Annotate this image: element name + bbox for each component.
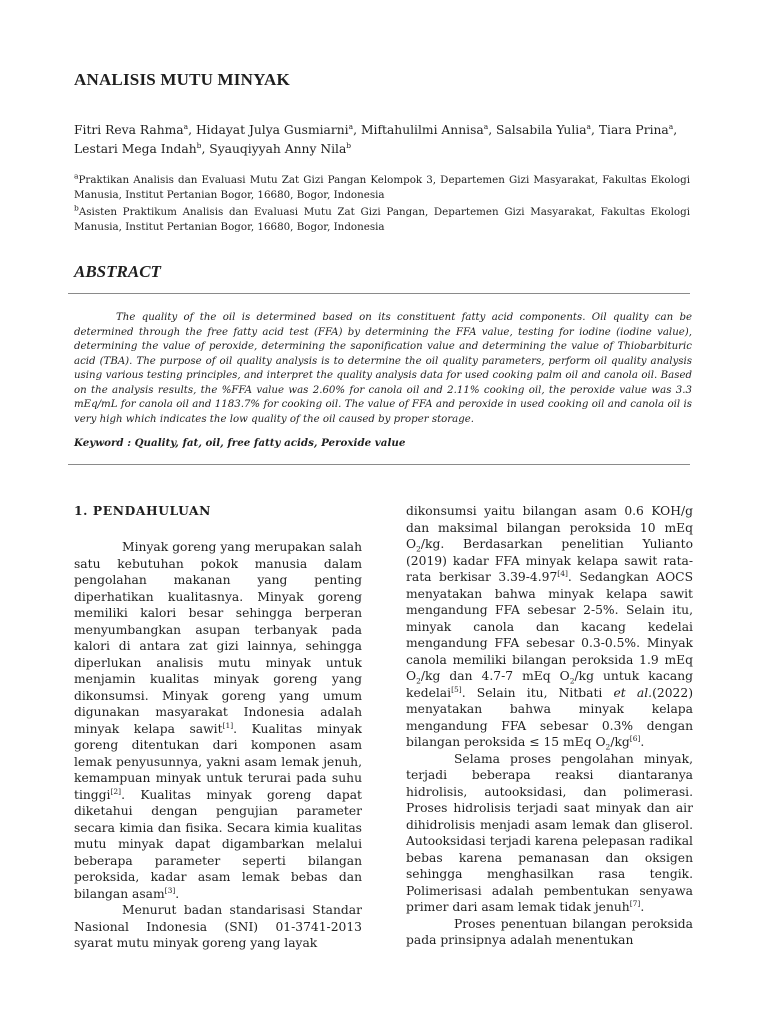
author: Fitri Reva Rahma: [74, 123, 184, 137]
paragraph: Proses penentuan bilangan peroksida pada prinsipnya adalah menentukan: [406, 916, 693, 947]
text-run: Minyak goreng yang merupakan salah satu kebutuhan pokok manusia dalam pengolahan makanan yang penting diperhatikan kualitasnya. Minyak goreng memiliki kalori besar sehingga berperan menyumbangkan asupan terbanyak pada kalori di antara zat gizi lainnya, sehingga diperlukan analisis mutu minyak untuk menjamin kualitas minyak goreng yang dikonsumsi. Minyak goreng yang umum digunakan masyarakat Indonesia adalah minyak kelapa sawit: [74, 540, 362, 736]
citation: [7]: [629, 898, 641, 908]
subscript: 2: [569, 676, 575, 686]
subscript: 2: [605, 742, 611, 752]
keywords: Keyword : Quality, fat, oil, free fatty acids, Peroxide value: [74, 437, 406, 449]
divider: [68, 464, 690, 465]
author-affil-mark: a: [483, 121, 489, 131]
author-affil-mark: b: [196, 140, 202, 150]
text-run: . Kualitas minyak goreng ditentukan dari komponen asam lemak penyusunnya, yakni asam lemak jenuh, kemampuan minyak untuk terurai pada suhu tinggi: [74, 721, 362, 802]
abstract-body: [74, 311, 692, 427]
subscript: 2: [416, 676, 421, 686]
affil-mark: b: [74, 203, 79, 213]
author-affil-mark: a: [183, 121, 189, 131]
author: Hidayat Julya Gusmiarni: [195, 123, 349, 137]
text-run: (2022) menyatakan bahwa minyak kelapa mengandung FFA sebesar 0.3% dengan bilangan peroksida ≤ 15 mEq O: [406, 685, 693, 749]
left-column: [74, 539, 362, 952]
citation: [2]: [110, 786, 122, 796]
author: Lestari Mega Indah: [74, 142, 197, 156]
paragraph: [406, 503, 693, 751]
text-run: . Selain itu, Nitbati: [461, 685, 614, 700]
citation: [1]: [222, 720, 234, 730]
text-run: /kg dan 4.7-7 mEq O: [420, 669, 570, 683]
author: Syauqiyyah Anny Nila: [209, 142, 347, 156]
text-run: . Sedangkan AOCS menyatakan bahwa minyak kelapa sawit mengandung FFA sebesar 2-5%. Selain itu, minyak canola dan kacang kedelai mengandung FFA sebesar 0.3-0.5%. Minyak canola memiliki bilangan peroksida 1.9 mEq O: [406, 570, 693, 683]
author-affil-mark: a: [586, 121, 592, 131]
affiliation-b: [74, 205, 690, 235]
paragraph: [74, 539, 362, 902]
author: Miftahulilmi Annisa: [360, 123, 484, 137]
text-run: .: [640, 900, 645, 914]
author-list: Fitri Reva Rahma$^a$, Hidayat Julya Gusmiarni$^a$, Miftahulilmi Annisa$^a$, Salsabila Yulia$^a$, Tiara Prina$^a$, Lestari Mega Indah$^b$, Syauqiyyah Anny Nila$^b$: [74, 121, 678, 156]
text-run: /kg: [610, 735, 630, 749]
text-run: Selama proses pengolahan minyak, terjadi beberapa reaksi diantaranya hidrolisis, autooksidasi, dan polimerasi. Proses hidrolisis terjadi saat minyak dan air dihidrolisis menjadi asam lemak dan gliserol. Autooksidasi terjadi karena pelepasan radikal bebas karena pemanasan dan oksigen sehingga menghasilkan rasa tengik. Polimerisasi adalah pembentukan senyawa primer dari asam lemak tidak jenuh: [406, 751, 693, 914]
citation: [4]: [557, 568, 568, 578]
et-al: et al.: [613, 685, 653, 700]
text-run: . Kualitas minyak goreng dapat diketahui dengan pengujian parameter secara kimia dan fisika. Secara kimia kualitas mutu minyak dapat digambarkan melalui beberapa parameter seperti bilangan peroksida, kadar asam lemak bebas dan bilangan asam: [74, 787, 362, 901]
text-run: /kg untuk kacang kedelai: [406, 669, 693, 700]
affiliation-text: Asisten Praktikum Analisis dan Evaluasi Mutu Zat Gizi Pangan, Departemen Gizi Masyarakat, Fakultas Ekologi Manusia, Institut Pertanian Bogor, 16680, Bogor, Indonesia: [74, 206, 690, 233]
author-affil-mark: a: [348, 121, 354, 131]
paragraph: [406, 751, 693, 916]
author-affil-mark: b: [346, 140, 352, 150]
divider: [68, 293, 690, 294]
text-run: dikonsumsi yaitu bilangan asam 0.6 KOH/g dan maksimal bilangan peroksida 10 mEq O: [406, 504, 693, 551]
affiliations: [74, 173, 690, 237]
affiliation-text: Praktikan Analisis dan Evaluasi Mutu Zat Gizi Pangan Kelompok 3, Departemen Gizi Masyarakat, Fakultas Ekologi Manusia, Institut Pertanian Bogor, 16680, Bogor, Indonesia: [74, 174, 690, 201]
paragraph: Menurut badan standarisasi Standar Nasional Indonesia (SNI) 01-3741-2013 syarat mutu minyak goreng yang layak: [74, 903, 362, 950]
abstract-text: The quality of the oil is determined based on its constituent fatty acid components. Oil quality can be determined through the free fatty acid test (FFA) by determining the FFA value, testing for iodine (iodine value), determining the value of peroxide, determining the saponification value and determining the value of Thiobarbituric acid (TBA). The purpose of oil quality analysis is to determine the oil quality parameters, perform oil quality analysis using various testing principles, and interpret the quality analysis data for used cooking palm oil and canola oil. Based on the analysis results, the %FFA value was 2.60% for canola oil and 2.11% cooking oil, the peroxide value was 3.3 mEq/mL for canola oil and 1183.7% for cooking oil. The value of FFA and peroxide in used cooking oil and canola oil is very high which indicates the low quality of the oil caused by proper storage.: [74, 312, 692, 425]
citation: [6]: [629, 733, 641, 743]
subscript: 2: [416, 544, 421, 554]
author: Tiara Prina: [598, 123, 669, 137]
abstract-heading: ABSTRACT: [74, 262, 161, 281]
affiliation-a: [74, 173, 690, 203]
text-run: /kg. Berdasarkan penelitian Yulianto (2019) kadar FFA minyak kelapa sawit rata-rata berkisar 3.39-4.97: [406, 537, 693, 584]
affil-mark: a: [74, 171, 79, 181]
citation: [5]: [451, 684, 462, 694]
paper-title: ANALISIS MUTU MINYAK: [74, 70, 290, 89]
section-heading: 1. PENDAHULUAN: [74, 503, 212, 518]
text-run: .: [175, 886, 180, 901]
right-column: [406, 503, 693, 949]
author-affil-mark: a: [668, 121, 674, 131]
text-run: .: [640, 735, 645, 749]
citation: [3]: [164, 885, 176, 895]
author: Salsabila Yulia: [496, 123, 587, 137]
